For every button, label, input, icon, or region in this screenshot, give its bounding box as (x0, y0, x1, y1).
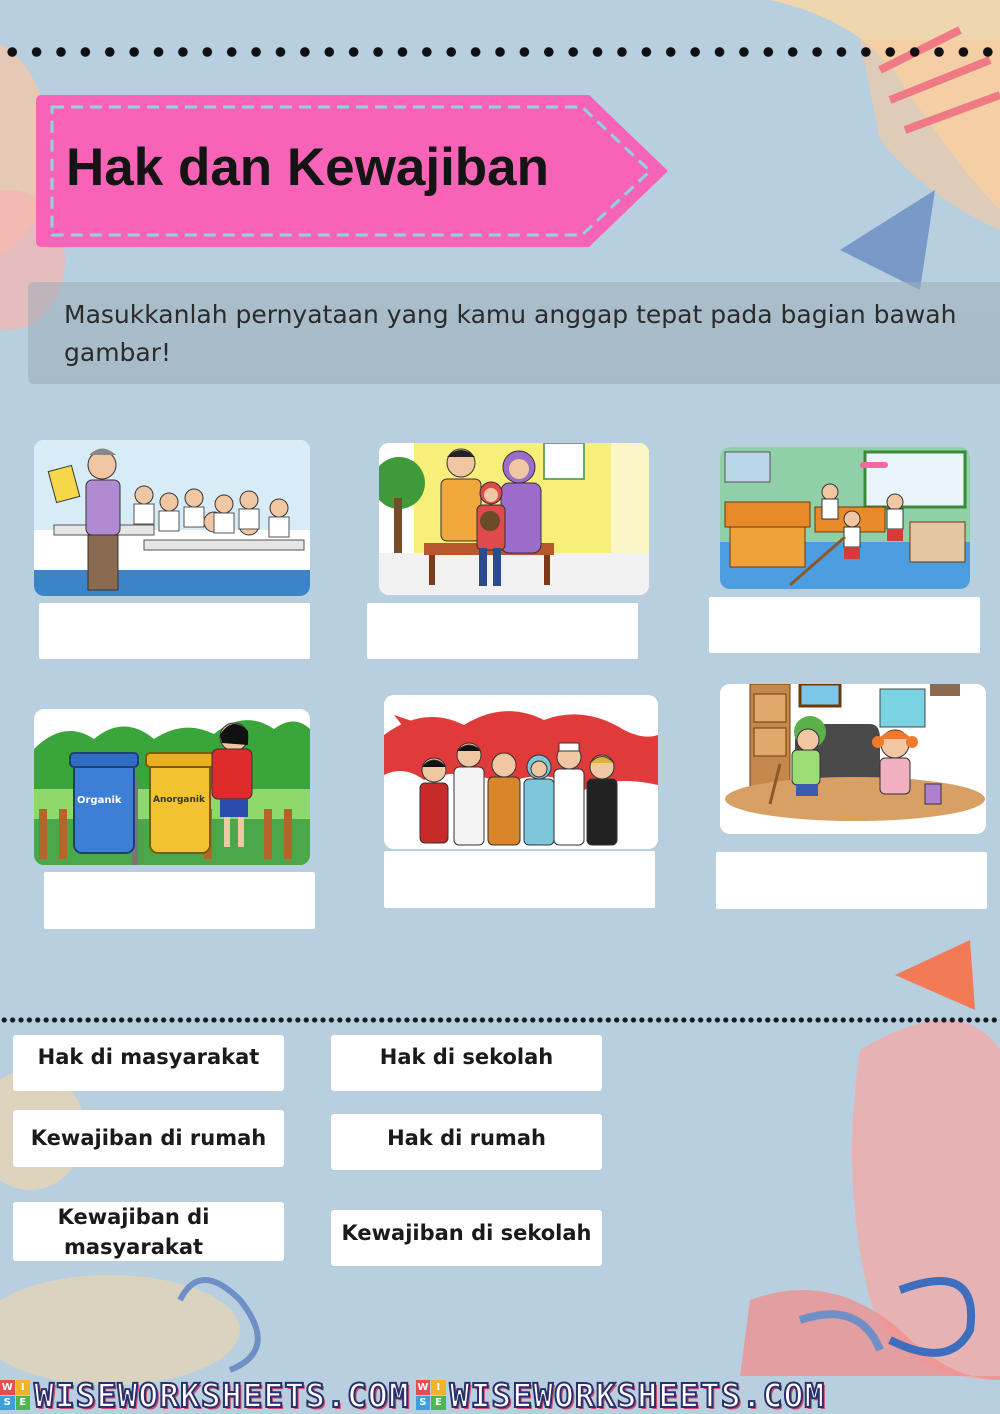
answer-box-4[interactable] (44, 872, 315, 929)
picture-house-cleaning (720, 684, 986, 834)
footer-brand-2 (416, 1376, 826, 1414)
option-kewajiban-di-rumah[interactable]: Kewajiban di rumah (13, 1110, 284, 1167)
picture-trash-bins (34, 709, 310, 865)
brand-text: WISEWORKSHEETS.COM (449, 1375, 826, 1414)
answer-box-3[interactable] (709, 597, 980, 653)
bin-label-organik: Organik (77, 795, 122, 806)
diversity-illustration (384, 695, 658, 849)
page-title: Hak dan Kewajiban (66, 138, 550, 197)
answer-box-6[interactable] (716, 852, 987, 909)
family-illustration (379, 443, 649, 595)
teacher-classroom-illustration (34, 440, 310, 596)
bin-label-anorganik: Anorganik (153, 795, 205, 805)
picture-teacher-classroom (34, 440, 310, 596)
picture-family (379, 443, 649, 595)
brand-text: WISEWORKSHEETS.COM (34, 1375, 410, 1414)
footer-brand-1 (0, 1376, 410, 1414)
picture-diversity (384, 695, 658, 849)
brand-logo-icon: W I S E (0, 1380, 30, 1410)
instruction-text: Masukkanlah pernyataan yang kamu anggap tepat pada bagian bawah gambar! (64, 300, 957, 367)
option-kewajiban-di-masyarakat[interactable]: Kewajiban di masyarakat (13, 1202, 284, 1261)
picture-class-cleaning (720, 447, 970, 589)
answer-box-2[interactable] (367, 603, 638, 659)
answer-box-5[interactable] (384, 851, 655, 908)
brand-logo-icon: W I S E (416, 1380, 446, 1410)
trash-bins-illustration (34, 709, 310, 865)
option-hak-di-sekolah[interactable]: Hak di sekolah (331, 1035, 602, 1091)
class-cleaning-illustration (720, 447, 970, 589)
title-banner (34, 93, 670, 249)
option-kewajiban-di-sekolah[interactable]: Kewajiban di sekolah (331, 1210, 602, 1266)
house-cleaning-illustration (720, 684, 986, 834)
instruction-panel (28, 282, 1000, 384)
dotted-divider-middle (0, 1016, 1000, 1024)
option-hak-di-masyarakat[interactable]: Hak di masyarakat (13, 1035, 284, 1091)
option-hak-di-rumah[interactable]: Hak di rumah (331, 1114, 602, 1170)
dotted-divider-top (0, 44, 1000, 60)
answer-box-1[interactable] (39, 603, 310, 659)
footer-watermark (0, 1376, 1000, 1414)
